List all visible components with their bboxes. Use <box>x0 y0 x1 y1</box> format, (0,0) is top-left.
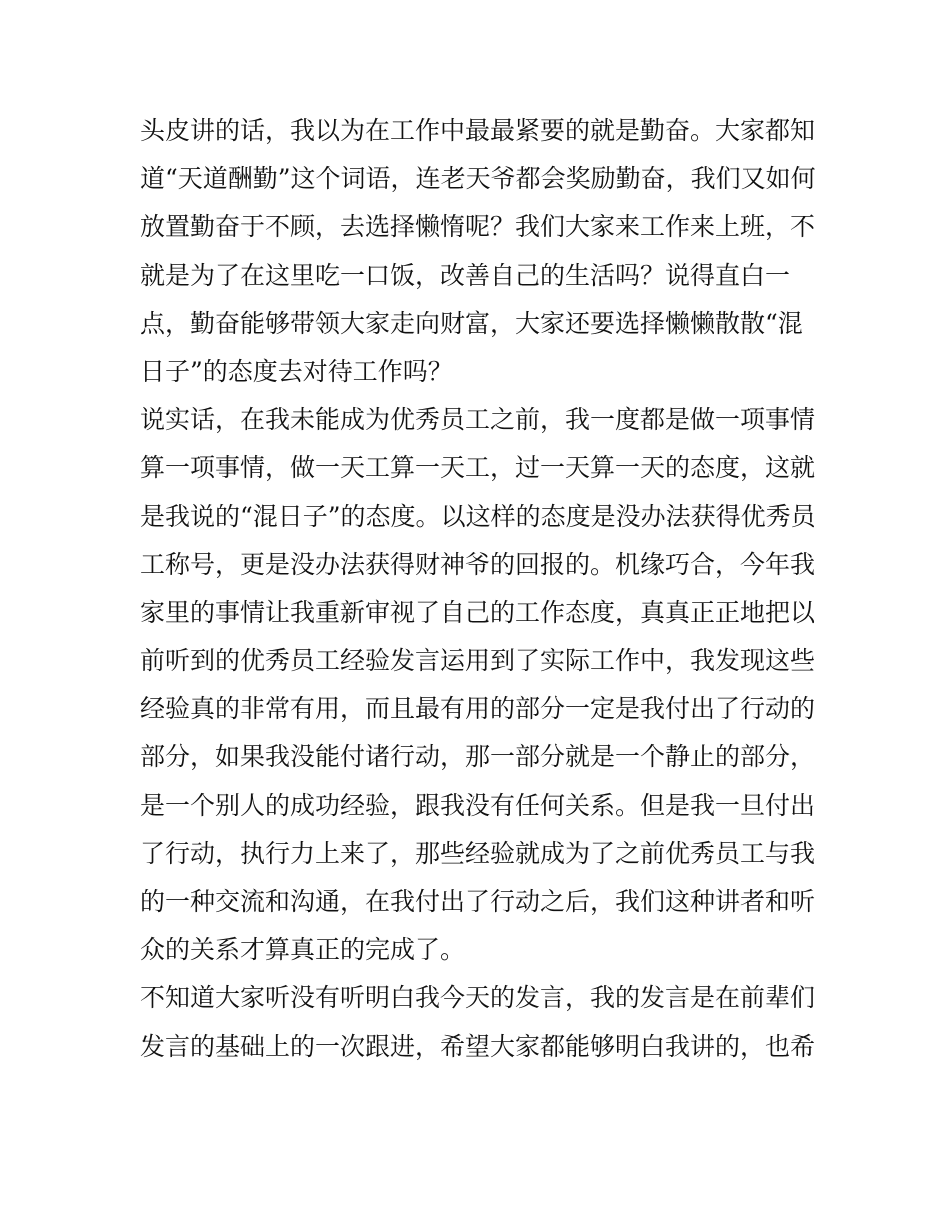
text-line: 经验真的非常有用，而且最有用的部分一定是我付出了行动的 <box>140 694 816 724</box>
paragraph-3 <box>140 974 820 1070</box>
text-line: 家里的事情让我重新审视了自己的工作态度，真真正正地把以 <box>140 597 816 627</box>
text-line: 算一项事情，做一天工算一天工，过一天算一天的态度，这就 <box>140 453 816 483</box>
text-line: 不知道大家听没有听明白我今天的发言，我的发言是在前辈们 <box>140 983 816 1013</box>
text-line: 说实话，在我未能成为优秀员工之前，我一度都是做一项事情 <box>140 405 816 435</box>
text-line: 放置勤奋于不顾，去选择懒惰呢？我们大家来工作来上班，不 <box>140 212 816 242</box>
text-line: 日子”的态度去对待工作吗？ <box>140 356 453 386</box>
text-line: 部分，如果我没能付诸行动，那一部分就是一个静止的部分， <box>140 742 816 772</box>
text-line: 发言的基础上的一次跟进，希望大家都能够明白我讲的，也希 <box>140 1031 816 1061</box>
text-line: 是一个别人的成功经验，跟我没有任何关系。但是我一旦付出 <box>140 790 816 820</box>
text-line: 头皮讲的话，我以为在工作中最最紧要的就是勤奋。大家都知 <box>140 116 816 145</box>
text-line: 众的关系才算真正的完成了。 <box>140 935 466 965</box>
text-line: 道“天道酬勤”这个词语，连老天爷都会奖励勤奋，我们又如何 <box>140 164 816 194</box>
text-line: 就是为了在这里吃一口饭，改善自己的生活吗？说得直白一 <box>140 260 791 290</box>
text-line: 是我说的“混日子”的态度。以这样的态度是没办法获得优秀员 <box>140 501 816 531</box>
text-line: 了行动，执行力上来了，那些经验就成为了之前优秀员工与我 <box>140 838 816 868</box>
paragraph-2 <box>140 396 820 974</box>
document-body <box>140 107 820 1071</box>
text-line: 点，勤奋能够带领大家走向财富，大家还要选择懒懒散散“混 <box>140 308 803 338</box>
text-line: 的一种交流和沟通，在我付出了行动之后，我们这种讲者和听 <box>140 887 816 916</box>
paragraph-1 <box>140 107 820 396</box>
text-line: 前听到的优秀员工经验发言运用到了实际工作中，我发现这些 <box>140 646 816 676</box>
text-line: 工称号，更是没办法获得财神爷的回报的。机缘巧合，今年我 <box>140 549 816 579</box>
